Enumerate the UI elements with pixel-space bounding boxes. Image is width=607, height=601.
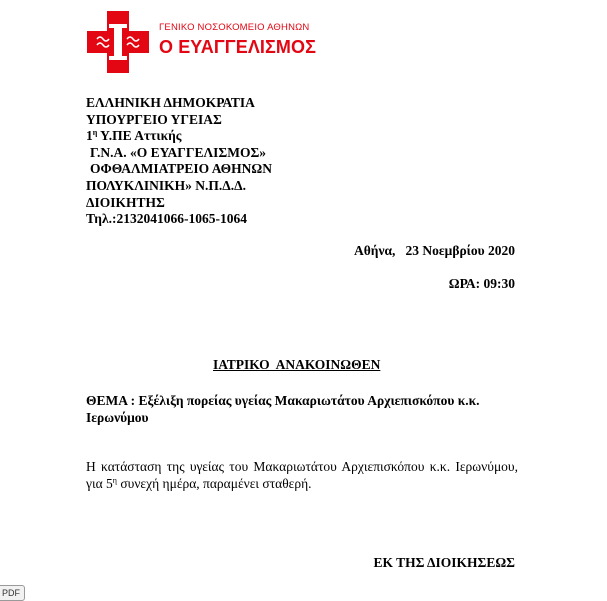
body-ordinal: η bbox=[112, 476, 117, 485]
letterhead-line-polyclinic: ΠΟΛΥΚΛΙΝΙΚΗ» Ν.Π.Δ.Δ. bbox=[86, 177, 246, 193]
letterhead-line-phone: Τηλ.:2132041066-1065-1064 bbox=[86, 211, 247, 227]
letterhead-line-eye-clinic: ΟΦΘΑΛΜΙΑΤΡΕΙΟ ΑΘΗΝΩΝ bbox=[90, 161, 272, 177]
hospital-cross-icon bbox=[87, 11, 149, 73]
letterhead-line-director: ΔΙΟΙΚΗΤΗΣ bbox=[86, 194, 165, 210]
logo-hospital-title: Ο ΕΥΑΓΓΕΛΙΣΜΟΣ bbox=[159, 37, 317, 57]
region-name: Υ.ΠΕ Αττικής bbox=[97, 128, 182, 144]
letterhead-line-hospital: Γ.Ν.Α. «Ο ΕΥΑΓΓΕΛΙΣΜΟΣ» bbox=[90, 144, 267, 160]
letterhead bbox=[86, 95, 272, 228]
region-number: 1 bbox=[86, 128, 93, 144]
document-signature: ΕΚ ΤΗΣ ΔΙΟΙΚΗΣΕΩΣ bbox=[373, 555, 515, 570]
document-title: ΙΑΤΡΙΚΟ ΑΝΑΚΟΙΝΩΘΕΝ bbox=[213, 357, 381, 372]
document-date: Αθήνα, 23 Νοεμβρίου 2020 bbox=[354, 243, 515, 258]
logo-hospital-name: ΓΕΝΙΚΟ ΝΟΣΟΚΟΜΕΙΟ ΑΘΗΝΩΝ bbox=[159, 22, 310, 33]
body-text-part1: Η κατάσταση της υγείας του Μακαριωτάτου Αρχιεπισκόπου κ.κ. Ιερωνύμου, για 5 bbox=[86, 459, 518, 491]
letterhead-line-ministry: ΥΠΟΥΡΓΕΙΟ ΥΓΕΙΑΣ bbox=[86, 111, 222, 127]
pdf-badge[interactable]: PDF bbox=[0, 585, 25, 601]
body-text-part2: συνεχή ημέρα, παραμένει σταθερή. bbox=[116, 476, 312, 491]
document-subject: ΘΕΜΑ : Εξέλιξη πορείας υγείας Μακαριωτάτου Αρχιεπισκόπου κ.κ. Ιερωνύμου bbox=[86, 393, 480, 425]
document-body bbox=[86, 458, 518, 492]
letterhead-line-health-region bbox=[86, 128, 272, 145]
letterhead-line-republic: ΕΛΛΗΝΙΚΗ ΔΗΜΟΚΡΑΤΙΑ bbox=[86, 95, 255, 110]
document-time: ΩΡΑ: 09:30 bbox=[448, 276, 515, 291]
region-ordinal: η bbox=[92, 128, 98, 138]
hospital-logo bbox=[87, 11, 317, 73]
